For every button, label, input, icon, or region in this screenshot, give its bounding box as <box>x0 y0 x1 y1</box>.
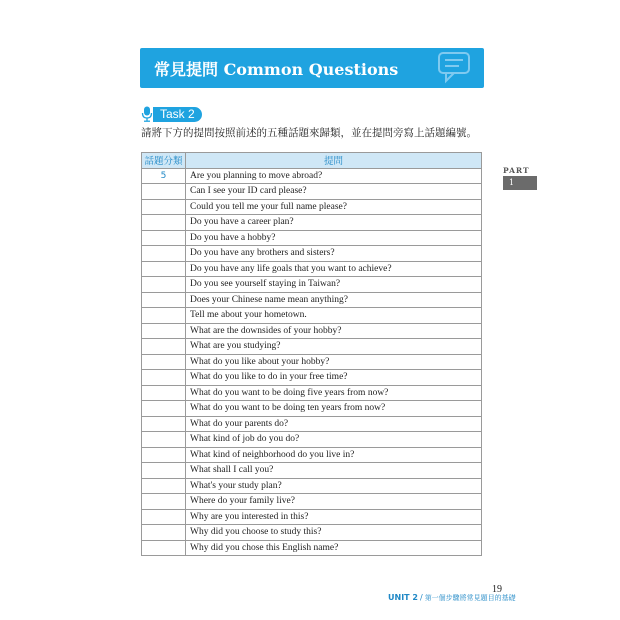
table-row <box>142 525 482 541</box>
table-row <box>142 385 482 401</box>
column-header-category: 話題分類 <box>142 153 186 169</box>
question-cell: What do you want to be doing five years from now? <box>186 385 482 401</box>
table-row <box>142 323 482 339</box>
category-cell[interactable] <box>142 246 186 262</box>
category-cell[interactable] <box>142 292 186 308</box>
footer-unit: UNIT 2 <box>388 593 418 602</box>
task-instruction: 請將下方的提問按照前述的五種話題來歸類，並在提問旁寫上話題編號。 <box>141 127 477 139</box>
speech-bubble-icon <box>436 50 476 86</box>
question-cell: Do you have any brothers and sisters? <box>186 246 482 262</box>
category-cell[interactable] <box>142 261 186 277</box>
question-cell: What shall I call you? <box>186 463 482 479</box>
question-cell: Could you tell me your full name please? <box>186 199 482 215</box>
table-row <box>142 308 482 324</box>
microphone-icon <box>141 106 153 122</box>
table-row <box>142 494 482 510</box>
table-row <box>142 292 482 308</box>
category-cell[interactable] <box>142 308 186 324</box>
category-cell[interactable] <box>142 199 186 215</box>
question-cell: Can I see your ID card please? <box>186 184 482 200</box>
category-cell[interactable] <box>142 354 186 370</box>
table-row <box>142 432 482 448</box>
category-cell[interactable] <box>142 339 186 355</box>
part-label: PART <box>503 166 530 175</box>
category-cell[interactable] <box>142 447 186 463</box>
column-header-question: 提問 <box>186 153 482 169</box>
question-cell: Do you have a hobby? <box>186 230 482 246</box>
question-cell: What are the downsides of your hobby? <box>186 323 482 339</box>
question-cell: Tell me about your hometown. <box>186 308 482 324</box>
category-cell[interactable] <box>142 277 186 293</box>
footer-separator: / <box>419 593 423 602</box>
category-cell[interactable] <box>142 385 186 401</box>
question-cell: Why did you chose this English name? <box>186 540 482 556</box>
question-cell: Where do your family live? <box>186 494 482 510</box>
table-row <box>142 168 482 184</box>
table-row <box>142 339 482 355</box>
category-cell[interactable] <box>142 525 186 541</box>
category-cell[interactable] <box>142 540 186 556</box>
category-cell[interactable] <box>142 509 186 525</box>
category-cell[interactable] <box>142 230 186 246</box>
questions-table <box>141 152 482 556</box>
category-cell[interactable] <box>142 494 186 510</box>
question-cell: What are you studying? <box>186 339 482 355</box>
question-cell: Why did you choose to study this? <box>186 525 482 541</box>
table-row <box>142 463 482 479</box>
table-row <box>142 354 482 370</box>
category-cell[interactable] <box>142 401 186 417</box>
category-cell[interactable] <box>142 215 186 231</box>
question-cell: Why are you interested in this? <box>186 509 482 525</box>
table-row <box>142 261 482 277</box>
category-cell[interactable]: 5 <box>142 168 186 184</box>
question-cell: What kind of job do you do? <box>186 432 482 448</box>
table-row <box>142 370 482 386</box>
title-banner <box>140 48 484 88</box>
category-cell[interactable] <box>142 463 186 479</box>
question-cell: Do you have a career plan? <box>186 215 482 231</box>
category-cell[interactable] <box>142 323 186 339</box>
question-cell: Does your Chinese name mean anything? <box>186 292 482 308</box>
question-cell: Do you have any life goals that you want to achieve? <box>186 261 482 277</box>
table-row <box>142 540 482 556</box>
footer-title: 第一個步驟將常見題目的基礎 <box>424 594 516 602</box>
table-row <box>142 401 482 417</box>
page-title: 常見提問 Common Questions <box>154 60 399 79</box>
category-cell[interactable] <box>142 184 186 200</box>
question-cell: What do you want to be doing ten years from now? <box>186 401 482 417</box>
question-cell: What do you like about your hobby? <box>186 354 482 370</box>
question-cell: Are you planning to move abroad? <box>186 168 482 184</box>
category-cell[interactable] <box>142 478 186 494</box>
table-row <box>142 447 482 463</box>
question-cell: What do you like to do in your free time? <box>186 370 482 386</box>
table-row <box>142 416 482 432</box>
question-cell: What kind of neighborhood do you live in? <box>186 447 482 463</box>
table-row <box>142 509 482 525</box>
part-tab <box>503 166 537 190</box>
question-cell: What's your study plan? <box>186 478 482 494</box>
category-cell[interactable] <box>142 416 186 432</box>
page-number: 19 <box>492 584 502 595</box>
table-row <box>142 246 482 262</box>
part-number: 1 <box>503 176 537 190</box>
table-row <box>142 184 482 200</box>
table-row <box>142 230 482 246</box>
category-cell[interactable] <box>142 370 186 386</box>
question-cell: Do you see yourself staying in Taiwan? <box>186 277 482 293</box>
table-row <box>142 277 482 293</box>
table-row <box>142 215 482 231</box>
question-cell: What do your parents do? <box>186 416 482 432</box>
table-header-row <box>142 153 482 169</box>
table-row <box>142 199 482 215</box>
category-cell[interactable] <box>142 432 186 448</box>
table-row <box>142 478 482 494</box>
task-label: Task 2 <box>153 107 202 122</box>
